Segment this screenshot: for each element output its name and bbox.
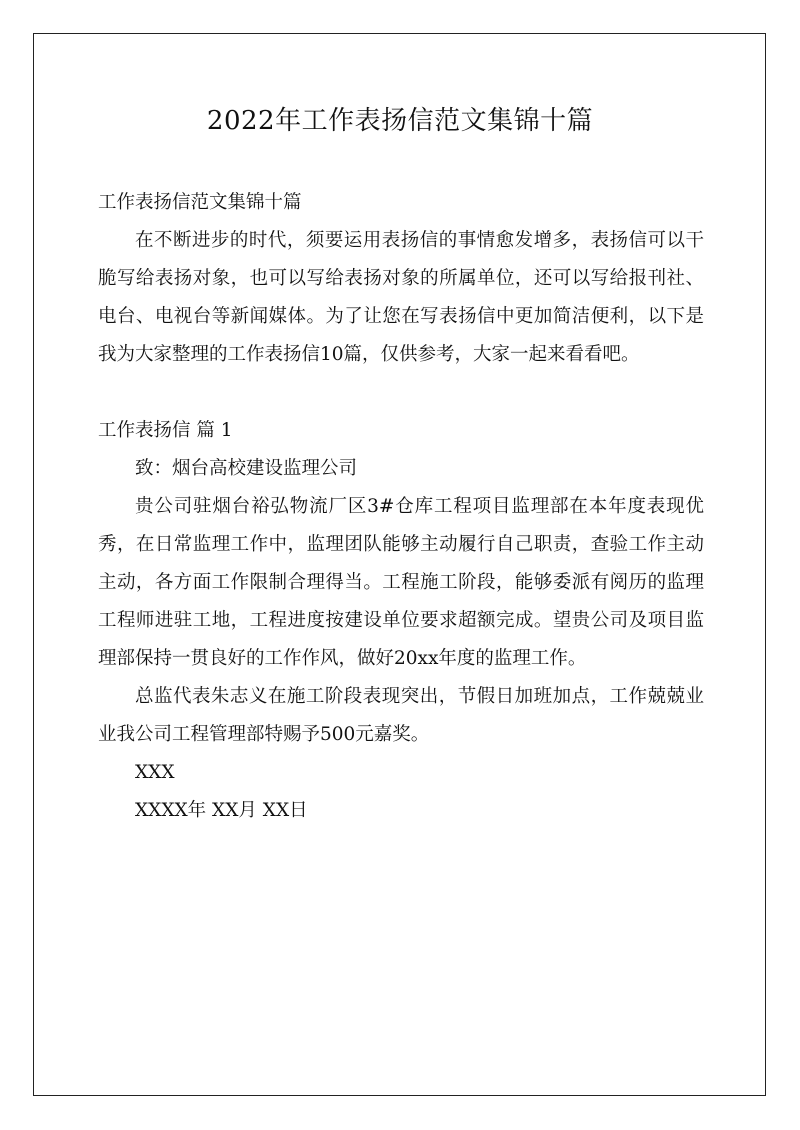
section-heading: 工作表扬信 篇 1 [98, 420, 233, 441]
signature: XXX [135, 762, 175, 783]
salutation: 致：烟台高校建设监理公司 [135, 458, 358, 479]
body-paragraph: 贵公司驻烟台裕弘物流厂区3#仓库工程项目监理部在本年度表现优秀，在日常监理工作中，监理团队能够主动履行自己职责，查验工作主动主动，各方面工作限制合理得当。工程施工阶段，能够委派有阅历的监理工程师进驻工地，工程进度按建设单位要求超额完成。望贵公司及项目监理部保持一贯良好的工作作风，做好20xx年度的监理工作。 [98, 496, 704, 669]
document-title: 2022年工作表扬信范文集锦十篇 [206, 106, 594, 136]
subtitle: 工作表扬信范文集锦十篇 [98, 192, 302, 213]
intro-paragraph: 在不断进步的时代，须要运用表扬信的事情愈发增多，表扬信可以干脆写给表扬对象，也可以写给表扬对象的所属单位，还可以写给报刊社、电台、电视台等新闻媒体。为了让您在写表扬信中更加简洁便利，以下是我为大家整理的工作表扬信10篇，仅供参考，大家一起来看看吧。 [98, 230, 704, 365]
date: XXXX年 XX月 XX日 [135, 800, 308, 821]
body-paragraph: 总监代表朱志义在施工阶段表现突出，节假日加班加点，工作兢兢业业我公司工程管理部特赐予500元嘉奖。 [98, 686, 704, 745]
document-body [98, 184, 704, 830]
